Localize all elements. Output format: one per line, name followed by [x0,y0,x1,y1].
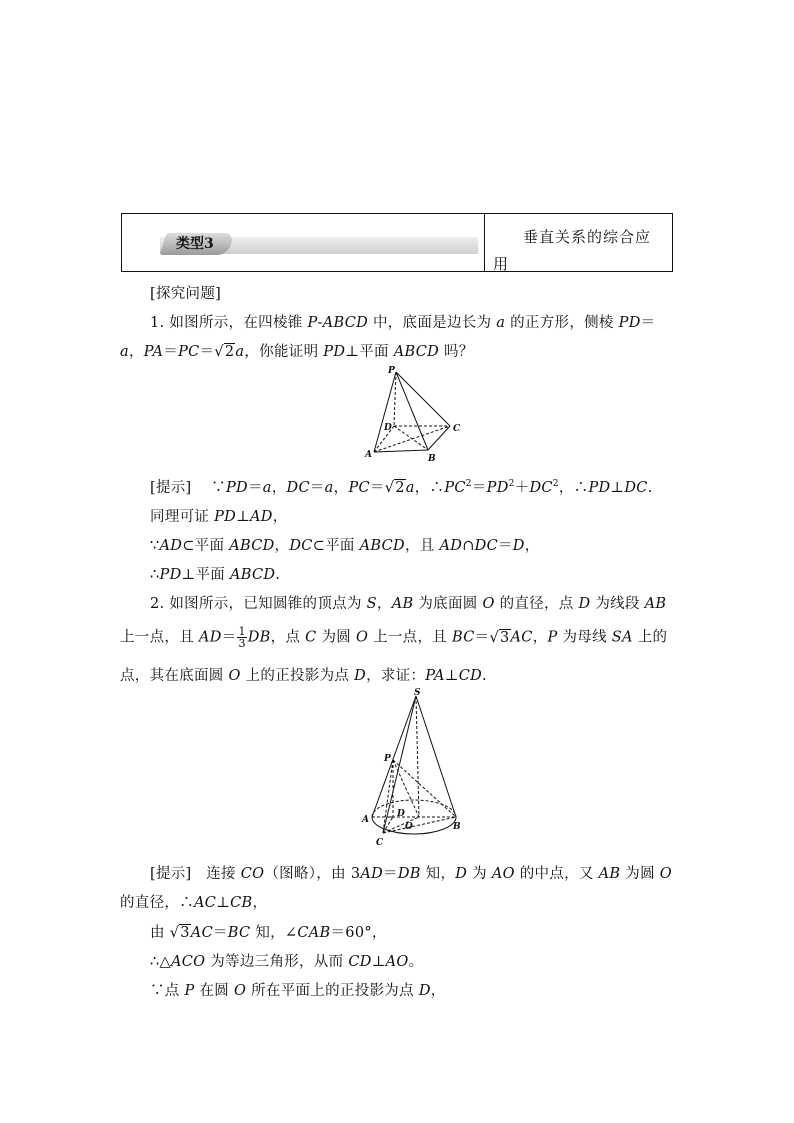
q1-line2: a，PA＝PC＝√2a，你能证明 PD⊥平面 ABCD 吗？ [120,344,474,360]
label-c: C [453,424,461,434]
sqrt-symbol: √2 [384,480,405,496]
label-p: P [384,754,391,764]
section-label: [探究问题] [150,286,222,302]
fraction-one-third: $\frac{1}{3}$ [238,625,246,650]
hint1-line4: ∴PD⊥平面 ABCD. [150,567,281,583]
label-s: S [414,688,421,698]
hint2-line2: 的直径，∴AC⊥CB， [120,895,268,911]
cone-figure [360,686,470,852]
hint2-line3: 由 √3AC＝BC 知，∠CAB＝60°， [150,925,387,941]
hint1-line1: [提示] ∵PD＝a，DC＝a，PC＝√2a，$\therefore PC^2=PD^2+DC^2$，∴PD⊥DC. [150,479,653,496]
label-a: A [362,815,369,825]
sqrt-symbol: √3 [169,925,190,941]
hint2-line1: [提示] 连接 CO（图略），由 3AD＝DB 知，D 为 AO 的中点，又 AB 为圆 O [150,866,672,882]
pyramid-figure [362,364,466,464]
header-divider [484,213,485,272]
hint1-line2: 同理可证 PD⊥AD， [150,509,288,525]
hint1-line3: ∵AD⊂平面 ABCD，DC⊂平面 ABCD，且 AD∩DC＝D， [150,538,540,554]
label-b: B [428,454,436,464]
label-c: C [376,838,384,848]
sqrt-symbol: √2 [214,344,235,360]
type-label: 类型3 [176,236,214,252]
q2-line2: 上一点，且 AD＝ $\frac{1}{3}$ DB，点 C 为圆 O 上一点，且 BC＝√3AC，P 为母线 SA 上的 [120,625,668,650]
label-b: B [453,822,461,832]
label-p: P [388,366,395,376]
label-a: A [365,450,372,460]
label-d: D [397,809,405,819]
header-title-line2: 用 [493,255,509,273]
q1-line1: 1. 如图所示，在四棱锥 P-ABCD 中，底面是边长为 a 的正方形，侧棱 PD＝ [150,315,656,331]
label-d: D [384,423,392,433]
q2-line1: 2. 如图所示，已知圆锥的顶点为 S，AB 为底面圆 O 的直径，点 D 为线段 AB [150,596,667,612]
hint2-line4: ∴△ACO 为等边三角形，从而 CD⊥AO。 [150,954,424,970]
header-title-line1: 垂直关系的综合应 [523,228,652,246]
hint2-line5: ∵点 P 在圆 O 所在平面上的正投影为点 D， [150,983,446,999]
sqrt-symbol: √3 [489,629,510,646]
q2-line3: 点，其在底面圆 O 上的正投影为点 D，求证：PA⊥CD. [120,668,487,684]
label-o: O [405,822,413,832]
